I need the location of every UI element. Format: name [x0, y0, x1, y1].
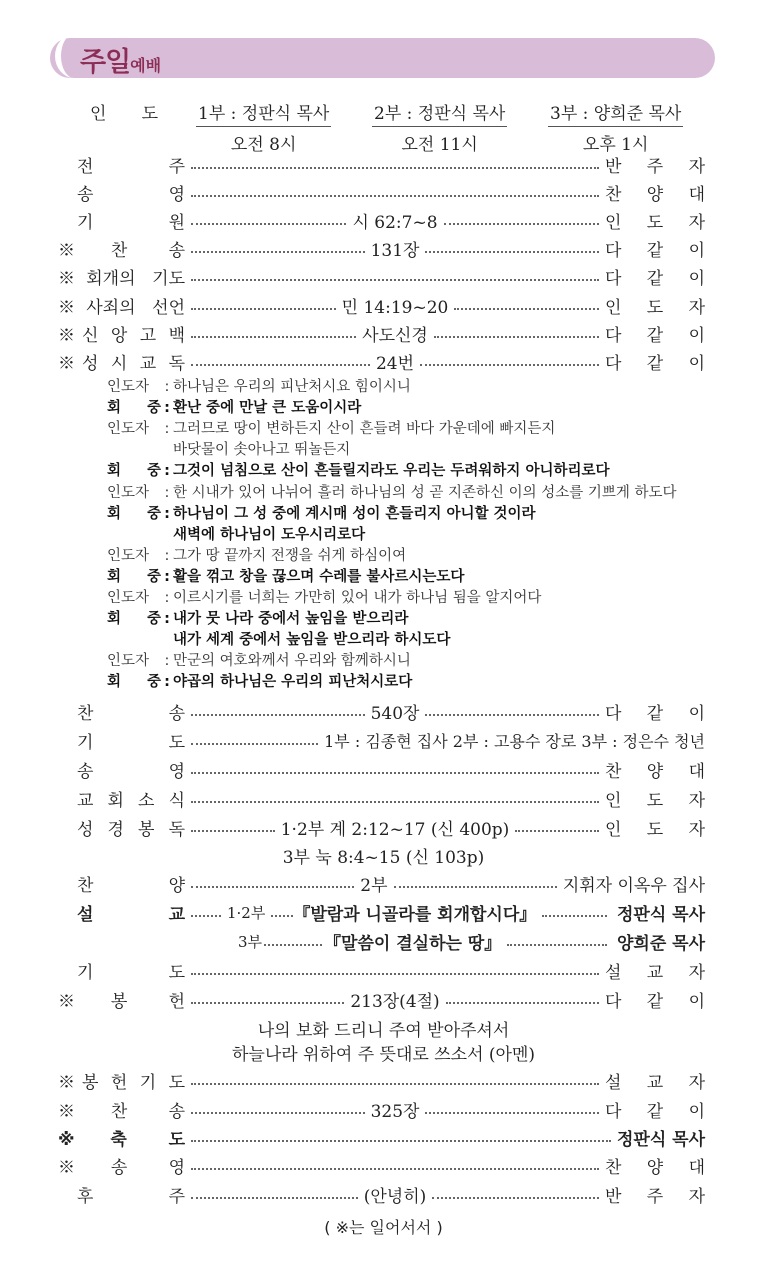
service-time: 오전 11시 [401, 135, 478, 155]
scripture-third-service: 3부 눅 8:4~15 (신 103p) [282, 848, 485, 868]
leaders-label: 인 도 [90, 104, 158, 124]
responsive-line [107, 461, 610, 482]
order-label: ※송 영 [58, 1157, 185, 1178]
dot-leader [191, 915, 221, 917]
order-label: 전 주 [77, 156, 185, 177]
order-row [0, 1180, 767, 1208]
reading-text: 이르시기를 너희는 가만히 있어 내가 하나님 됨을 알지어다 [173, 590, 542, 606]
reading-text: 야곱의 하나님은 우리의 피난처시로다 [173, 674, 413, 691]
colon: : [164, 611, 170, 628]
dot-leader [425, 714, 599, 716]
order-person: 찬 양 대 [605, 184, 705, 205]
dot-leader [191, 1112, 365, 1114]
responsive-line [107, 630, 450, 651]
order-detail: (안녕히) [363, 1186, 427, 1207]
order-label: ※회개의 기도 [58, 268, 185, 289]
reading-text: 활을 꺾고 창을 끊으며 수레를 불사르시는도다 [173, 568, 465, 585]
speaker-label: 회 중 [107, 568, 161, 585]
order-row [0, 755, 767, 783]
order-label: 송 영 [77, 761, 185, 782]
responsive-line [107, 588, 541, 609]
speaker-label: 인도자 [107, 547, 150, 564]
dot-leader [191, 1140, 611, 1142]
dot-leader [191, 973, 599, 975]
order-person: 다 같 이 [605, 1101, 705, 1122]
dot-leader [191, 251, 365, 253]
dot-leader [191, 279, 599, 281]
reading-text: 하나님은 우리의 피난처시요 힘이시니 [173, 379, 411, 395]
order-detail: 사도신경 [362, 325, 428, 346]
reading-text: 내가 뭇 나라 중에서 높임을 받으리라 [173, 611, 409, 628]
page-title [80, 40, 161, 79]
colon: : [164, 653, 170, 670]
order-label: 성 경 봉 독 [77, 819, 185, 840]
order-detail: 민 14:19~20 [341, 297, 449, 318]
speaker-label: 회 중 [107, 400, 161, 417]
order-label: 교 회 소 식 [77, 790, 185, 811]
speaker-label: 회 중 [107, 611, 161, 628]
preacher: 정판식 목사 [616, 904, 705, 925]
order-person: 인 도 자 [605, 297, 706, 318]
dot-leader [191, 743, 318, 745]
responsive-line [107, 440, 350, 461]
dot-leader [444, 223, 599, 225]
order-label: 기 원 [77, 212, 185, 233]
order-label: 기 도 [77, 962, 185, 983]
dot-leader [507, 944, 607, 946]
colon: : [164, 379, 170, 395]
order-row [0, 178, 767, 206]
order-person: 다 같 이 [605, 991, 705, 1012]
dot-leader [191, 223, 346, 225]
order-detail: 1·2부 계 2:12~17 (신 400p) [280, 819, 510, 840]
order-person: 인 도 자 [605, 819, 706, 840]
responsive-line [107, 398, 361, 419]
order-detail: 131장 [370, 240, 420, 261]
service-time: 오후 1시 [582, 135, 649, 155]
colon: : [164, 421, 170, 438]
order-person: 반 주 자 [605, 1186, 705, 1207]
order-row [0, 1095, 767, 1123]
reading-text: 바닷물이 솟아나고 뛰놀든지 [173, 442, 351, 459]
dot-leader [191, 167, 599, 169]
responsive-line [107, 504, 536, 525]
order-row-praise [0, 869, 767, 897]
dot-leader [191, 772, 599, 774]
speaker-label: 회 중 [107, 674, 161, 691]
sermon-title: 『발람과 니골라를 회개합시다』 [293, 904, 537, 925]
sermon-title: 『말씀이 결실하는 땅』 [324, 933, 502, 954]
order-person: 찬 양 대 [605, 761, 705, 782]
speaker-label: 인도자 [107, 590, 150, 606]
order-person: 설 교 자 [605, 962, 705, 983]
responsive-line [107, 419, 555, 440]
reading-text: 그러므로 땅이 변하든지 산이 흔들려 바다 가운데에 빠지든지 [173, 421, 556, 438]
colon: : [164, 674, 170, 691]
colon: : [164, 505, 170, 522]
reading-text: 그것이 넘침으로 산이 흔들릴지라도 우리는 두려워하지 아니하리로다 [173, 463, 610, 480]
order-person: 다 같 이 [605, 703, 705, 724]
responsive-line [107, 377, 411, 398]
dot-leader [425, 1112, 599, 1114]
order-person: 정판식 목사 [616, 1129, 705, 1150]
dot-leader [191, 308, 336, 310]
order-detail: 213장(4절) [350, 991, 440, 1012]
dot-leader [191, 364, 370, 366]
order-row [0, 784, 767, 812]
order-row [0, 234, 767, 262]
order-detail: 325장 [370, 1101, 420, 1122]
offering-lyric: 하늘나라 위하여 주 뜻대로 쓰소서 (아멘) [231, 1045, 536, 1065]
order-label: 송 영 [77, 184, 185, 205]
order-row [0, 726, 767, 754]
dot-leader [191, 1197, 358, 1199]
leader-service-2 [372, 99, 507, 155]
dot-leader [191, 1002, 344, 1004]
order-row [0, 319, 767, 347]
leader-name: 1부 : 정판식 목사 [196, 99, 331, 127]
preacher: 양희준 목사 [616, 933, 705, 954]
speaker-label: 회 중 [107, 505, 161, 522]
colon: : [164, 568, 170, 585]
dot-leader [191, 1083, 599, 1085]
dot-leader [420, 364, 599, 366]
dot-leader [432, 1197, 599, 1199]
order-row [0, 1066, 767, 1094]
responsive-line [107, 651, 411, 672]
order-person: 인 도 자 [605, 790, 705, 811]
service-time: 오전 8시 [230, 135, 297, 155]
leader-service-3 [548, 99, 683, 155]
order-label: ※성 시 교 독 [58, 353, 185, 374]
dot-leader [542, 915, 607, 917]
leader-name: 2부 : 정판식 목사 [372, 99, 507, 127]
dot-leader [425, 251, 599, 253]
order-label: ※사죄의 선언 [58, 297, 185, 318]
order-label: 찬 송 [77, 703, 185, 724]
order-person: 1부 : 김종현 집사 2부 : 고용수 장로 3부 : 정은수 청년 [324, 731, 705, 751]
order-row-sermon-3 [0, 927, 767, 955]
reading-text: 내가 세계 중에서 높임을 받으리라 하시도다 [173, 632, 451, 649]
order-row [0, 813, 767, 841]
responsive-line [107, 546, 406, 567]
order-detail: 24번 [375, 353, 415, 374]
order-row [0, 347, 767, 375]
order-person: 다 같 이 [605, 268, 705, 289]
reading-text: 하나님이 그 성 중에 계시매 성이 흔들리지 아니할 것이라 [173, 505, 536, 522]
order-person: 인 도 자 [605, 212, 705, 233]
dot-leader [446, 1002, 599, 1004]
order-person: 지휘자 이옥우 집사 [562, 875, 705, 896]
dot-leader [515, 830, 599, 832]
order-detail: 2부 [360, 875, 388, 896]
order-label: ※축 도 [58, 1129, 185, 1150]
dot-leader [191, 714, 365, 716]
order-row [0, 262, 767, 290]
colon: : [164, 590, 170, 606]
dot-leader [191, 886, 354, 888]
order-person: 설 교 자 [605, 1072, 705, 1093]
order-label: ※봉 헌 기 도 [58, 1072, 185, 1093]
dot-leader [394, 886, 557, 888]
responsive-line [107, 672, 412, 693]
speaker-label: 인도자 [107, 421, 150, 438]
responsive-line [107, 483, 677, 504]
reading-text: 만군의 여호와께서 우리와 함께하시니 [173, 653, 411, 670]
order-row [0, 697, 767, 725]
dot-leader [191, 830, 275, 832]
order-label: 찬 양 [77, 875, 185, 896]
responsive-line [107, 525, 365, 546]
dot-leader [191, 1168, 599, 1170]
order-row [0, 150, 767, 178]
order-label: 후 주 [77, 1186, 185, 1207]
speaker-label: 회 중 [107, 463, 161, 480]
order-label: ※찬 송 [58, 240, 185, 261]
leader-service-1 [196, 99, 331, 155]
order-row [0, 1123, 767, 1151]
speaker-label: 인도자 [107, 379, 150, 395]
reading-text: 그가 땅 끝까지 전쟁을 쉬게 하심이여 [173, 547, 407, 564]
dot-leader [191, 801, 599, 803]
order-row [0, 985, 767, 1013]
colon: : [164, 463, 170, 480]
leader-name: 3부 : 양희준 목사 [548, 99, 683, 127]
dot-leader [454, 308, 599, 310]
order-row [0, 291, 767, 319]
dot-leader [271, 915, 293, 917]
order-row [0, 956, 767, 984]
sermon-service: 1·2부 [227, 903, 266, 922]
reading-text: 새벽에 하나님이 도우시리로다 [173, 526, 366, 543]
responsive-line [107, 609, 408, 630]
footnote: ( ※는 일어서서 ) [324, 1218, 443, 1237]
title-sub: 예배 [130, 56, 162, 75]
offering-lyric: 나의 보화 드리니 주여 받아주셔서 [257, 1021, 510, 1041]
order-person: 찬 양 대 [605, 1157, 705, 1178]
reading-text: 환난 중에 만날 큰 도움이시라 [173, 400, 362, 417]
colon: : [164, 484, 170, 501]
order-label: ※봉 헌 [58, 991, 185, 1012]
dot-leader [191, 336, 356, 338]
order-person: 다 같 이 [605, 353, 705, 374]
order-detail: 시 62:7~8 [352, 212, 438, 233]
dot-leader [434, 336, 599, 338]
sermon-service: 3부 [238, 932, 263, 951]
speaker-label: 인도자 [107, 484, 150, 501]
responsive-line [107, 567, 464, 588]
order-row [0, 1151, 767, 1179]
order-label: ※신 앙 고 백 [58, 325, 185, 346]
order-person: 다 같 이 [605, 240, 705, 261]
dot-leader [264, 944, 322, 946]
speaker-label: 인도자 [107, 653, 150, 670]
colon: : [164, 547, 170, 564]
order-row-sermon [0, 898, 767, 926]
order-label: ※찬 송 [58, 1101, 185, 1122]
reading-text: 한 시내가 있어 나뉘어 흘러 하나님의 성 곧 지존하신 이의 성소를 기쁘게 하도다 [173, 484, 677, 501]
order-detail: 540장 [370, 703, 420, 724]
order-row [0, 206, 767, 234]
order-label: 기 도 [77, 732, 185, 753]
order-label: 설 교 [77, 904, 185, 925]
order-person: 반 주 자 [605, 156, 705, 177]
colon: : [164, 400, 170, 417]
title-main: 주일 [80, 47, 131, 78]
dot-leader [191, 195, 599, 197]
order-person: 다 같 이 [605, 325, 706, 346]
